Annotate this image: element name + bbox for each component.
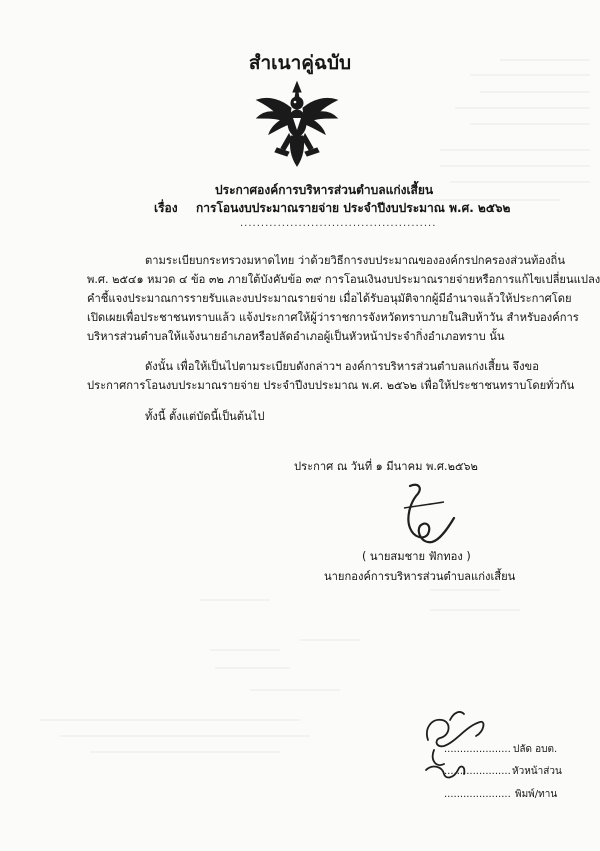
- garuda-emblem-icon: [251, 78, 343, 170]
- paragraph2-line: ประกาศการโอนงบประมาณรายจ่าย ประจำปีงบประมาณ พ.ศ. ๒๕๖๒ เพื่อให้ประชาชนทราบโดยทั่วกัน: [87, 379, 575, 392]
- announcement-title: ประกาศองค์การบริหารส่วนตำบลแก่งเสี้ยน: [215, 183, 434, 197]
- paragraph2-line: ดังนั้น เพื่อให้เป็นไปตามระเบียบดังกล่าวฯ องค์การบริหารส่วนตำบลแก่งเสี้ยน จึงขอ: [145, 360, 539, 373]
- signer-name: ( นายสมชาย ฟักทอง ): [362, 550, 471, 563]
- subject-text: การโอนงบประมาณรายจ่าย ประจำปีงบประมาณ พ.ศ. ๒๕๖๒: [196, 201, 511, 215]
- paragraph1-line: ตามระเบียบกระทรวงมหาดไทย ว่าด้วยวิธีการงบประมาณขององค์กรปกครองส่วนท้องถิ่น: [145, 254, 565, 267]
- footer-dots: .....................: [444, 744, 511, 755]
- announce-date: ประกาศ ณ วันที่ ๑ มีนาคม พ.ศ.๒๕๖๒: [294, 460, 478, 473]
- effective-statement: ทั้งนี้ ตั้งแต่บัดนี้เป็นต้นไป: [145, 410, 265, 423]
- heading-separator: ...............................................: [240, 218, 437, 229]
- paragraph1-line: พ.ศ. ๒๕๔๑ หมวด ๔ ข้อ ๓๒ ภายใต้บังคับข้อ ๓๙ การโอนเงินงบประมาณรายจ่ายหรือการแก้ไขเปลี่ยนแปลง: [87, 273, 600, 286]
- subject-label: เรื่อง: [154, 201, 178, 215]
- paragraph1-line: คำชี้แจงประมาณการรายรับและงบประมาณรายจ่าย เมื่อได้รับอนุมัติจากผู้มีอำนาจแล้วให้ประกาศโดย: [87, 292, 572, 305]
- footer-role: ปลัด อบต.: [513, 744, 558, 755]
- signer-position: นายกองค์การบริหารส่วนตำบลแก่งเสี้ยน: [324, 570, 516, 583]
- paragraph1-line: บริหารส่วนตำบลให้แจ้งนายอำเภอหรือปลัดอำเภอผู้เป็นหัวหน้าประจำกิ่งอำเภอทราบ นั้น: [87, 330, 505, 343]
- footer-dots: .....................: [444, 789, 511, 800]
- signature-icon: [380, 478, 470, 558]
- footer-role: หัวหน้าส่วน: [512, 766, 562, 777]
- paragraph1-line: เปิดเผยเพื่อประชาชนทราบแล้ว แจ้งประกาศให้ผู้ว่าราชการจังหวัดทราบภายในสิบห้าวัน สำหรับองค์การ: [87, 311, 579, 324]
- copy-title: สำเนาคู่ฉบับ: [248, 52, 352, 74]
- footer-role: พิมพ์/ทาน: [515, 789, 558, 800]
- footer-dots: .....................: [444, 766, 511, 777]
